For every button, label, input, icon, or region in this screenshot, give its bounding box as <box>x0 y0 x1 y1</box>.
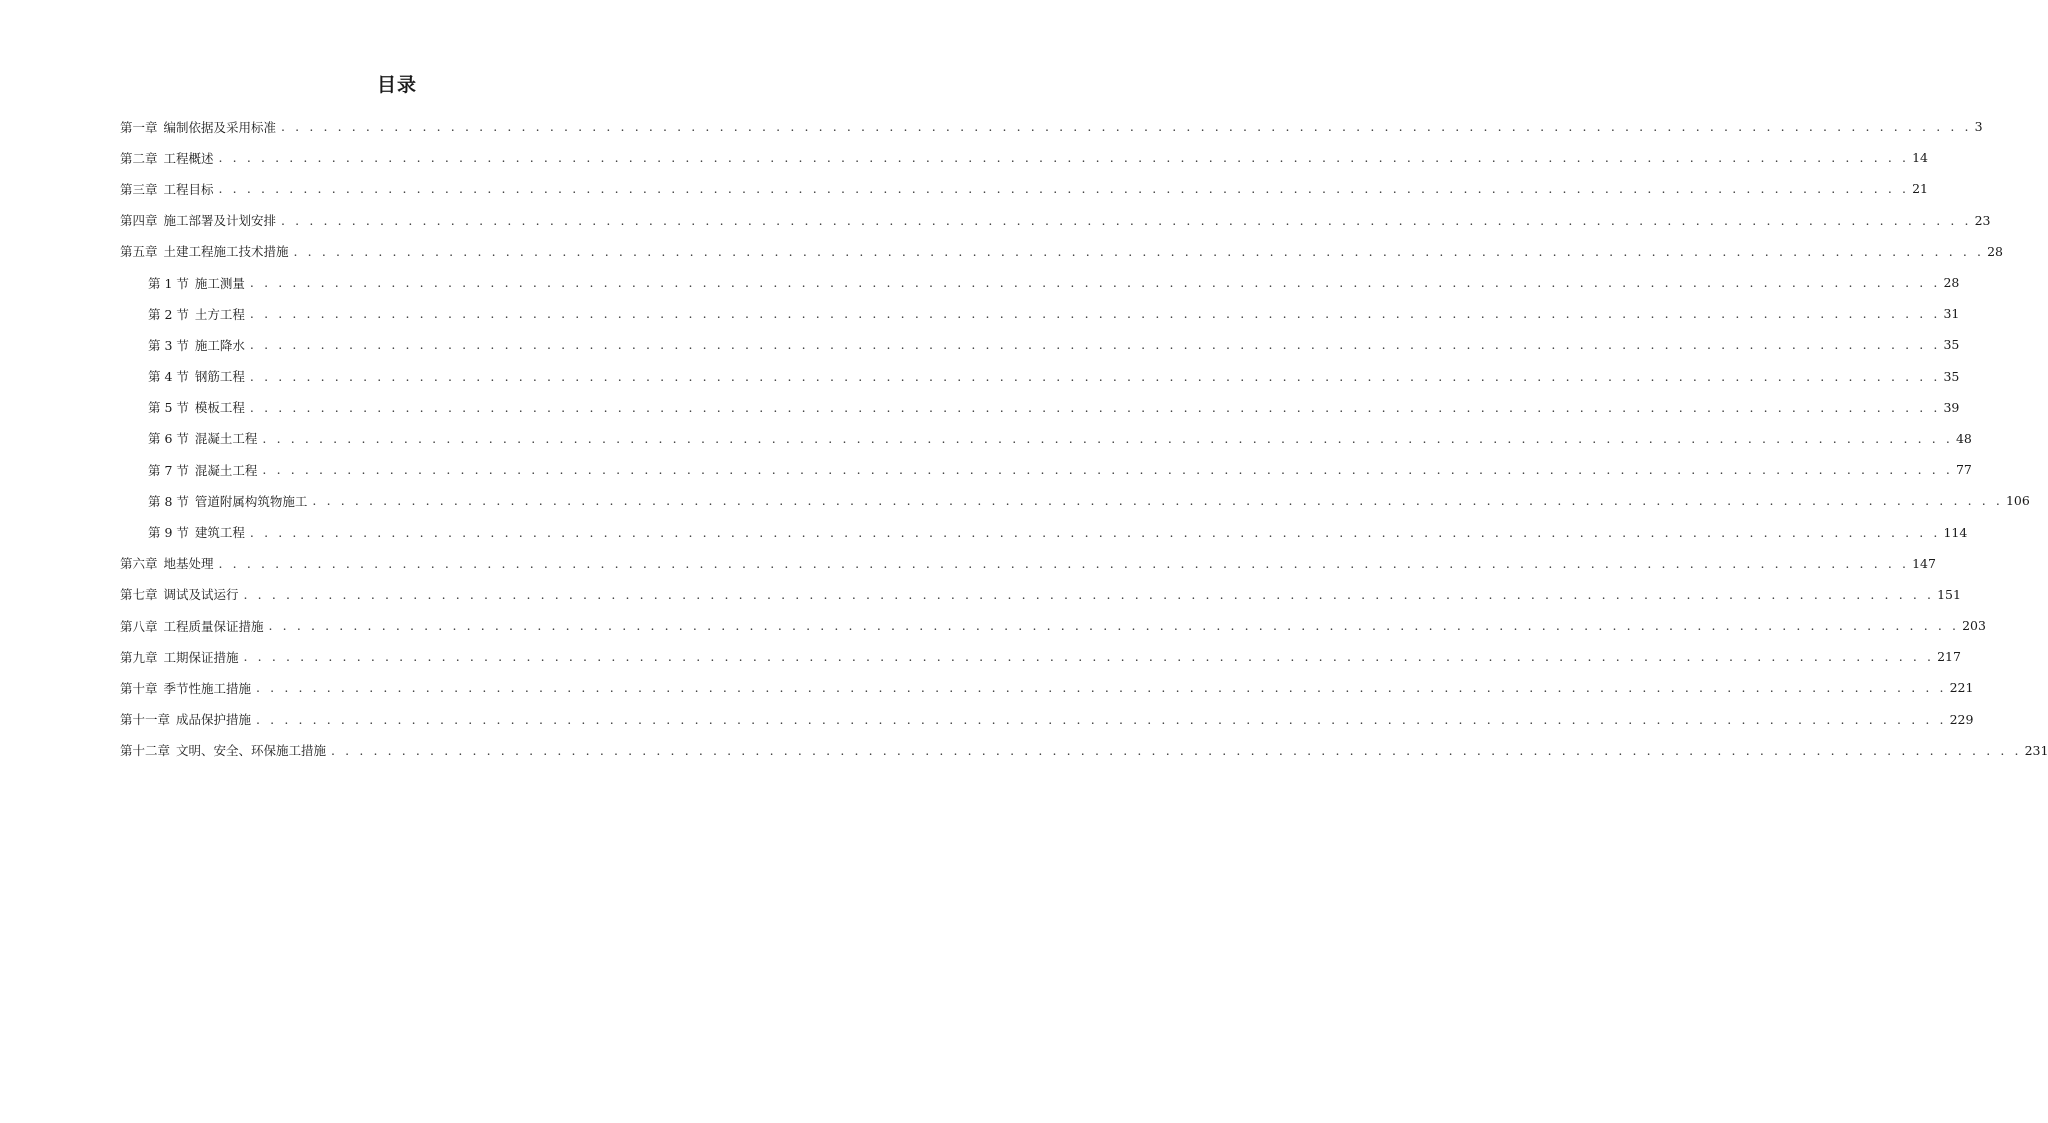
toc-section-entry[interactable] <box>120 423 1972 454</box>
toc-page-number: 31 <box>1943 306 1960 322</box>
toc-entry-number: 第三章 <box>120 181 158 197</box>
toc-entry-label <box>120 617 264 635</box>
toc-dot-leader: . . . . . . . . . . . . . . . . . . . . . . . . . . . . . . . . . . . . . . . . . . . . . . . . . . . . . . . . . . . . . . . . . . . . . . . . . . . . . . . . . . . . . . . . . . . . . . . . . . . . . . . . . . . . . . . . . . . . . . . . <box>268 618 1960 634</box>
toc-dot-leader: . . . . . . . . . . . . . . . . . . . . . . . . . . . . . . . . . . . . . . . . . . . . . . . . . . . . . . . . . . . . . . . . . . . . . . . . . . . . . . . . . . . . . . . . . . . . . . . . . . . . . . . . . . . . . . . . . . . . . . . . <box>256 711 1947 727</box>
toc-dot-leader: . . . . . . . . . . . . . . . . . . . . . . . . . . . . . . . . . . . . . . . . . . . . . . . . . . . . . . . . . . . . . . . . . . . . . . . . . . . . . . . . . . . . . . . . . . . . . . . . . . . . . . . . . . . . . . . . . . . . . . . . <box>218 181 1910 197</box>
toc-entry-title: 土建工程施工技术措施 <box>163 244 289 260</box>
toc-entry-label <box>120 149 214 167</box>
toc-entry-number: 第十二章 <box>120 743 171 759</box>
toc-entry-number: 第十一章 <box>120 712 171 728</box>
toc-section-entry[interactable] <box>120 392 1960 423</box>
toc-dot-leader: . . . . . . . . . . . . . . . . . . . . . . . . . . . . . . . . . . . . . . . . . . . . . . . . . . . . . . . . . . . . . . . . . . . . . . . . . . . . . . . . . . . . . . . . . . . . . . . . . . . . . . . . . . . . . . . . . . . . . . . . <box>218 150 1910 166</box>
toc-dot-leader: . . . . . . . . . . . . . . . . . . . . . . . . . . . . . . . . . . . . . . . . . . . . . . . . . . . . . . . . . . . . . . . . . . . . . . . . . . . . . . . . . . . . . . . . . . . . . . . . . . . . . . . . . . . . . . . . . . . . . . . . <box>312 493 2003 509</box>
toc-page-number: 35 <box>1943 337 1960 353</box>
toc-entry-label <box>120 180 214 198</box>
toc-entry-number: 第 9 节 <box>148 525 189 541</box>
toc-entry-label <box>148 492 307 510</box>
toc-page-number: 48 <box>1955 430 1972 446</box>
toc-dot-leader: . . . . . . . . . . . . . . . . . . . . . . . . . . . . . . . . . . . . . . . . . . . . . . . . . . . . . . . . . . . . . . . . . . . . . . . . . . . . . . . . . . . . . . . . . . . . . . . . . . . . . . . . . . . . . . . . . . . . . . . . <box>249 275 1941 291</box>
toc-page-number: 106 <box>2005 493 2030 509</box>
toc-section-entry[interactable] <box>120 361 1960 392</box>
toc-chapter-entry[interactable] <box>120 579 1961 610</box>
toc-page-number: 114 <box>1943 524 1968 540</box>
toc-chapter-entry[interactable] <box>120 111 1983 142</box>
toc-entry-title: 工期保证措施 <box>163 649 239 665</box>
toc-entry-number: 第二章 <box>120 150 158 166</box>
toc-entry-number: 第 4 节 <box>148 369 189 385</box>
toc-page-number: 231 <box>2024 742 2048 758</box>
toc-dot-leader: . . . . . . . . . . . . . . . . . . . . . . . . . . . . . . . . . . . . . . . . . . . . . . . . . . . . . . . . . . . . . . . . . . . . . . . . . . . . . . . . . . . . . . . . . . . . . . . . . . . . . . . . . . . . . . . . . . . . . . . . <box>293 243 1985 259</box>
toc-chapter-entry[interactable] <box>120 205 1991 236</box>
toc-entry-number: 第一章 <box>120 119 158 135</box>
toc-page-number: 28 <box>1943 275 1960 291</box>
toc-entry-number: 第六章 <box>120 556 158 572</box>
toc-page-number: 23 <box>1974 212 1991 228</box>
toc-entry-number: 第十章 <box>120 680 158 696</box>
toc-chapter-entry[interactable] <box>120 548 1936 579</box>
toc-entry-label <box>120 679 251 697</box>
toc-page-number: 203 <box>1962 618 1986 634</box>
toc-dot-leader: . . . . . . . . . . . . . . . . . . . . . . . . . . . . . . . . . . . . . . . . . . . . . . . . . . . . . . . . . . . . . . . . . . . . . . . . . . . . . . . . . . . . . . . . . . . . . . . . . . . . . . . . . . . . . . . . . . . . . . . . <box>249 337 1941 353</box>
toc-page-number: 147 <box>1912 555 1936 571</box>
toc-entry-label <box>120 554 214 572</box>
toc-entry-label <box>148 367 245 385</box>
toc-entry-label <box>148 274 245 292</box>
toc-entry-number: 第 5 节 <box>148 400 189 416</box>
toc-dot-leader: . . . . . . . . . . . . . . . . . . . . . . . . . . . . . . . . . . . . . . . . . . . . . . . . . . . . . . . . . . . . . . . . . . . . . . . . . . . . . . . . . . . . . . . . . . . . . . . . . . . . . . . . . . . . . . . . . . . . . . . . <box>331 742 2022 758</box>
toc-chapter-entry[interactable] <box>120 236 2003 267</box>
toc-chapter-entry[interactable] <box>120 641 1961 672</box>
toc-entry-number: 第 7 节 <box>148 462 189 478</box>
toc-entry-title: 施工降水 <box>194 337 245 353</box>
toc-entry-title: 施工部署及计划安排 <box>163 213 277 229</box>
toc-entry-label <box>120 242 289 260</box>
toc-entry-title: 混凝土工程 <box>194 431 258 447</box>
toc-entry-label <box>148 523 245 541</box>
toc-section-entry[interactable] <box>120 516 1968 547</box>
toc-dot-leader: . . . . . . . . . . . . . . . . . . . . . . . . . . . . . . . . . . . . . . . . . . . . . . . . . . . . . . . . . . . . . . . . . . . . . . . . . . . . . . . . . . . . . . . . . . . . . . . . . . . . . . . . . . . . . . . . . . . . . . . . <box>249 399 1941 415</box>
toc-chapter-entry[interactable] <box>120 672 1974 703</box>
toc-chapter-entry[interactable] <box>120 735 2048 766</box>
toc-dot-leader: . . . . . . . . . . . . . . . . . . . . . . . . . . . . . . . . . . . . . . . . . . . . . . . . . . . . . . . . . . . . . . . . . . . . . . . . . . . . . . . . . . . . . . . . . . . . . . . . . . . . . . . . . . . . . . . . . . . . . . . . <box>243 586 1935 602</box>
toc-entry-title: 混凝土工程 <box>194 462 258 478</box>
toc-dot-leader: . . . . . . . . . . . . . . . . . . . . . . . . . . . . . . . . . . . . . . . . . . . . . . . . . . . . . . . . . . . . . . . . . . . . . . . . . . . . . . . . . . . . . . . . . . . . . . . . . . . . . . . . . . . . . . . . . . . . . . . . <box>262 462 1953 478</box>
toc-entry-number: 第 8 节 <box>148 493 189 509</box>
toc-entry-label <box>148 336 245 354</box>
toc-entry-number: 第 6 节 <box>148 431 189 447</box>
toc-page-number: 229 <box>1949 711 1974 727</box>
toc-entry-number: 第五章 <box>120 244 158 260</box>
toc-dot-leader: . . . . . . . . . . . . . . . . . . . . . . . . . . . . . . . . . . . . . . . . . . . . . . . . . . . . . . . . . . . . . . . . . . . . . . . . . . . . . . . . . . . . . . . . . . . . . . . . . . . . . . . . . . . . . . . . . . . . . . . . <box>281 212 1972 228</box>
toc-dot-leader: . . . . . . . . . . . . . . . . . . . . . . . . . . . . . . . . . . . . . . . . . . . . . . . . . . . . . . . . . . . . . . . . . . . . . . . . . . . . . . . . . . . . . . . . . . . . . . . . . . . . . . . . . . . . . . . . . . . . . . . . <box>249 368 1941 384</box>
toc-dot-leader: . . . . . . . . . . . . . . . . . . . . . . . . . . . . . . . . . . . . . . . . . . . . . . . . . . . . . . . . . . . . . . . . . . . . . . . . . . . . . . . . . . . . . . . . . . . . . . . . . . . . . . . . . . . . . . . . . . . . . . . . <box>249 306 1941 322</box>
toc-dot-leader: . . . . . . . . . . . . . . . . . . . . . . . . . . . . . . . . . . . . . . . . . . . . . . . . . . . . . . . . . . . . . . . . . . . . . . . . . . . . . . . . . . . . . . . . . . . . . . . . . . . . . . . . . . . . . . . . . . . . . . . . <box>249 524 1941 540</box>
toc-entry-number: 第九章 <box>120 649 158 665</box>
toc-list <box>120 111 2048 766</box>
toc-entry-label <box>120 741 326 759</box>
toc-entry-title: 施工测量 <box>194 275 245 291</box>
toc-page-number: 3 <box>1974 119 1983 135</box>
toc-entry-title: 文明、安全、环保施工措施 <box>176 743 327 759</box>
toc-entry-title: 土方工程 <box>194 306 245 322</box>
toc-entry-label <box>120 118 276 136</box>
toc-entry-title: 管道附属构筑物施工 <box>194 493 308 509</box>
toc-entry-label <box>148 461 257 479</box>
toc-section-entry[interactable] <box>120 267 1960 298</box>
toc-dot-leader: . . . . . . . . . . . . . . . . . . . . . . . . . . . . . . . . . . . . . . . . . . . . . . . . . . . . . . . . . . . . . . . . . . . . . . . . . . . . . . . . . . . . . . . . . . . . . . . . . . . . . . . . . . . . . . . . . . . . . . . . <box>262 430 1953 446</box>
toc-entry-number: 第 1 节 <box>148 275 189 291</box>
toc-section-entry[interactable] <box>120 298 1960 329</box>
toc-chapter-entry[interactable] <box>120 704 1974 735</box>
toc-entry-number: 第七章 <box>120 587 158 603</box>
toc-dot-leader: . . . . . . . . . . . . . . . . . . . . . . . . . . . . . . . . . . . . . . . . . . . . . . . . . . . . . . . . . . . . . . . . . . . . . . . . . . . . . . . . . . . . . . . . . . . . . . . . . . . . . . . . . . . . . . . . . . . . . . . . <box>256 680 1947 696</box>
toc-chapter-entry[interactable] <box>120 610 1986 641</box>
toc-entry-label <box>120 710 251 728</box>
toc-entry-label <box>148 398 245 416</box>
toc-dot-leader: . . . . . . . . . . . . . . . . . . . . . . . . . . . . . . . . . . . . . . . . . . . . . . . . . . . . . . . . . . . . . . . . . . . . . . . . . . . . . . . . . . . . . . . . . . . . . . . . . . . . . . . . . . . . . . . . . . . . . . . . <box>281 119 1972 135</box>
toc-dot-leader: . . . . . . . . . . . . . . . . . . . . . . . . . . . . . . . . . . . . . . . . . . . . . . . . . . . . . . . . . . . . . . . . . . . . . . . . . . . . . . . . . . . . . . . . . . . . . . . . . . . . . . . . . . . . . . . . . . . . . . . . <box>218 555 1910 571</box>
toc-chapter-entry[interactable] <box>120 142 1928 173</box>
toc-page-number: 77 <box>1955 462 1972 478</box>
toc-entry-title: 地基处理 <box>163 556 214 572</box>
toc-title: 目录 <box>376 74 417 96</box>
toc-entry-title: 工程质量保证措施 <box>163 618 264 634</box>
toc-page-number: 217 <box>1937 649 1961 665</box>
toc-entry-label <box>148 429 257 447</box>
toc-entry-number: 第八章 <box>120 618 158 634</box>
toc-dot-leader: . . . . . . . . . . . . . . . . . . . . . . . . . . . . . . . . . . . . . . . . . . . . . . . . . . . . . . . . . . . . . . . . . . . . . . . . . . . . . . . . . . . . . . . . . . . . . . . . . . . . . . . . . . . . . . . . . . . . . . . . <box>243 649 1935 665</box>
toc-page-number: 221 <box>1949 680 1974 696</box>
toc-page-number: 151 <box>1937 586 1961 602</box>
toc-entry-title: 工程概述 <box>163 150 214 166</box>
toc-entry-label <box>120 648 239 666</box>
toc-entry-label <box>148 305 245 323</box>
toc-entry-title: 钢筋工程 <box>194 369 245 385</box>
toc-chapter-entry[interactable] <box>120 173 1928 204</box>
toc-entry-title: 成品保护措施 <box>176 712 252 728</box>
toc-page-number: 21 <box>1912 181 1928 197</box>
toc-entry-title: 季节性施工措施 <box>163 680 252 696</box>
toc-page-number: 14 <box>1912 150 1928 166</box>
toc-entry-title: 模板工程 <box>194 400 245 416</box>
toc-entry-title: 建筑工程 <box>194 525 245 541</box>
toc-entry-title: 编制依据及采用标准 <box>163 119 277 135</box>
toc-entry-number: 第 3 节 <box>148 337 189 353</box>
toc-entry-label <box>120 585 239 603</box>
toc-section-entry[interactable] <box>120 454 1972 485</box>
toc-page-number: 35 <box>1943 368 1960 384</box>
toc-page-number: 28 <box>1987 243 2003 259</box>
toc-entry-label <box>120 211 276 229</box>
toc-entry-number: 第 2 节 <box>148 306 189 322</box>
toc-entry-number: 第四章 <box>120 213 158 229</box>
toc-entry-title: 调试及试运行 <box>163 587 239 603</box>
toc-section-entry[interactable] <box>120 485 2030 516</box>
toc-section-entry[interactable] <box>120 329 1960 360</box>
toc-entry-title: 工程目标 <box>163 181 214 197</box>
toc-page-number: 39 <box>1943 399 1960 415</box>
